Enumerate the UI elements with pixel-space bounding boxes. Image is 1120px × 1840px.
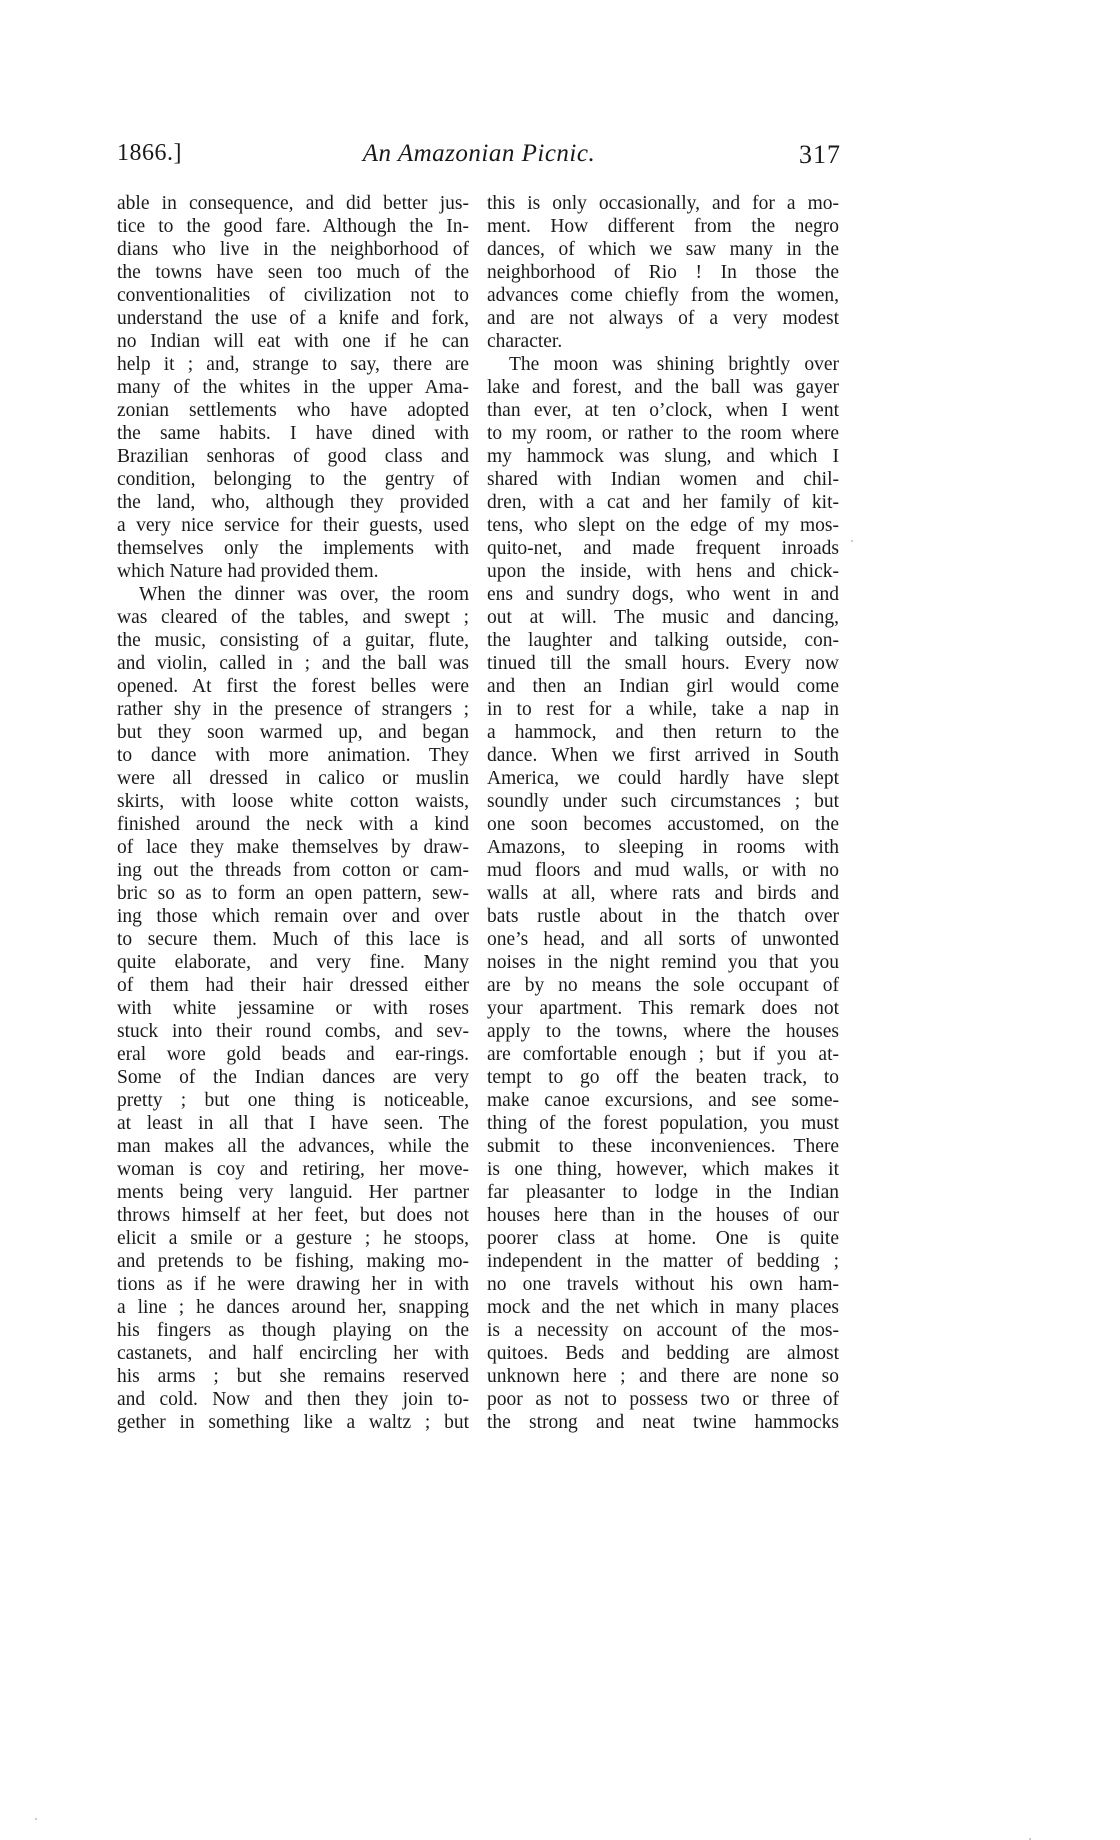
text-line: a line ; he dances around her, snapping bbox=[117, 1297, 469, 1318]
text-line: elicit a smile or a gesture ; he stoops, bbox=[117, 1228, 469, 1249]
text-line: ing those which remain over and over bbox=[117, 906, 469, 927]
text-line: are comfortable enough ; but if you at- bbox=[487, 1044, 839, 1065]
text-line: tempt to go off the beaten track, to bbox=[487, 1067, 839, 1088]
text-line: far pleasanter to lodge in the Indian bbox=[487, 1182, 839, 1203]
text-line: character. bbox=[487, 331, 563, 352]
text-line: poorer class at home. One is quite bbox=[487, 1228, 839, 1249]
text-line: tens, who slept on the edge of my mos- bbox=[487, 515, 839, 536]
text-line: tions as if he were drawing her in with bbox=[117, 1274, 469, 1295]
text-line: thing of the forest population, you must bbox=[487, 1113, 839, 1134]
text-line: your apartment. This remark does not bbox=[487, 998, 839, 1019]
text-line: dances, of which we saw many in the bbox=[487, 239, 839, 260]
text-line: pretty ; but one thing is noticeable, bbox=[117, 1090, 469, 1111]
text-column-left bbox=[117, 192, 469, 1434]
text-line: Amazons, to sleeping in rooms with bbox=[487, 837, 839, 858]
text-line: at least in all that I have seen. The bbox=[117, 1113, 469, 1134]
text-line: the laughter and talking outside, con- bbox=[487, 630, 839, 651]
text-line: eral wore gold beads and ear-rings. bbox=[117, 1044, 469, 1065]
text-line: is one thing, however, which makes it bbox=[487, 1159, 839, 1180]
text-line: quite elaborate, and very fine. Many bbox=[117, 952, 469, 973]
text-line: mock and the net which in many places bbox=[487, 1297, 839, 1318]
text-line: dance. When we first arrived in South bbox=[487, 745, 839, 766]
text-line: the strong and neat twine hammocks bbox=[487, 1412, 839, 1433]
text-line: soundly under such circumstances ; but bbox=[487, 791, 839, 812]
text-line: ment. How different from the negro bbox=[487, 216, 839, 237]
text-line: bric so as to form an open pattern, sew- bbox=[117, 883, 469, 904]
text-line: ing out the threads from cotton or cam- bbox=[117, 860, 469, 881]
text-line: quito-net, and made frequent inroads bbox=[487, 538, 839, 559]
text-line: to my room, or rather to the room where bbox=[487, 423, 839, 444]
text-line: tinued till the small hours. Every now bbox=[487, 653, 839, 674]
text-line: apply to the towns, where the houses bbox=[487, 1021, 839, 1042]
text-line: but they soon warmed up, and began bbox=[117, 722, 469, 743]
text-line: help it ; and, strange to say, there are bbox=[117, 354, 469, 375]
text-line: themselves only the implements with bbox=[117, 538, 469, 559]
text-line: to dance with more animation. They bbox=[117, 745, 469, 766]
text-line: this is only occasionally, and for a mo- bbox=[487, 193, 839, 214]
text-line: one’s head, and all sorts of unwonted bbox=[487, 929, 839, 950]
text-line: upon the inside, with hens and chick- bbox=[487, 561, 839, 582]
text-line: was cleared of the tables, and swept ; bbox=[117, 607, 469, 628]
text-line: to secure them. Much of this lace is bbox=[117, 929, 469, 950]
text-line: rather shy in the presence of strangers ; bbox=[117, 699, 469, 720]
text-line: with white jessamine or with roses bbox=[117, 998, 469, 1019]
text-line: skirts, with loose white cotton waists, bbox=[117, 791, 469, 812]
scan-speck bbox=[851, 540, 853, 542]
text-line: Some of the Indian dances are very bbox=[117, 1067, 469, 1088]
running-head-year: 1866.] bbox=[117, 140, 182, 166]
text-line: and pretends to be fishing, making mo- bbox=[117, 1251, 469, 1272]
text-line: many of the whites in the upper Ama- bbox=[117, 377, 469, 398]
text-line: lake and forest, and the ball was gayer bbox=[487, 377, 839, 398]
text-line: neighborhood of Rio ! In those the bbox=[487, 262, 839, 283]
text-line: and then an Indian girl would come bbox=[487, 676, 839, 697]
text-line: When the dinner was over, the room bbox=[139, 584, 469, 605]
text-line: castanets, and half encircling her with bbox=[117, 1343, 469, 1364]
text-line: houses here than in the houses of our bbox=[487, 1205, 839, 1226]
text-line: dren, with a cat and her family of kit- bbox=[487, 492, 839, 513]
text-line: the music, consisting of a guitar, flute, bbox=[117, 630, 469, 651]
text-line: out at will. The music and dancing, bbox=[487, 607, 839, 628]
running-head bbox=[117, 140, 841, 180]
text-line: and violin, called in ; and the ball was bbox=[117, 653, 469, 674]
text-line: bats rustle about in the thatch over bbox=[487, 906, 839, 927]
text-line: shared with Indian women and chil- bbox=[487, 469, 839, 490]
text-line: his fingers as though playing on the bbox=[117, 1320, 469, 1341]
text-line: conventionalities of civilization not to bbox=[117, 285, 469, 306]
text-line: his arms ; but she remains reserved bbox=[117, 1366, 469, 1387]
text-line: is a necessity on account of the mos- bbox=[487, 1320, 839, 1341]
text-line: one soon becomes accustomed, on the bbox=[487, 814, 839, 835]
text-line: than ever, at ten o’clock, when I went bbox=[487, 400, 839, 421]
text-line: advances come chiefly from the women, bbox=[487, 285, 839, 306]
text-line: understand the use of a knife and fork, bbox=[117, 308, 469, 329]
text-line: make canoe excursions, and see some- bbox=[487, 1090, 839, 1111]
text-line: were all dressed in calico or muslin bbox=[117, 768, 469, 789]
text-line: The moon was shining brightly over bbox=[509, 354, 839, 375]
text-line: and are not always of a very modest bbox=[487, 308, 839, 329]
text-line: a hammock, and then return to the bbox=[487, 722, 839, 743]
text-line: walls at all, where rats and birds and bbox=[487, 883, 839, 904]
text-line: which Nature had provided them. bbox=[117, 561, 379, 582]
text-line: zonian settlements who have adopted bbox=[117, 400, 469, 421]
text-line: of them had their hair dressed either bbox=[117, 975, 469, 996]
text-line: tice to the good fare. Although the In- bbox=[117, 216, 469, 237]
text-line: woman is coy and retiring, her move- bbox=[117, 1159, 469, 1180]
text-line: a very nice service for their guests, used bbox=[117, 515, 469, 536]
text-line: throws himself at her feet, but does not bbox=[117, 1205, 469, 1226]
text-column-right bbox=[487, 192, 839, 1434]
text-line: poor as not to possess two or three of bbox=[487, 1389, 839, 1410]
text-line: no one travels without his own ham- bbox=[487, 1274, 839, 1295]
text-line: and cold. Now and then they join to- bbox=[117, 1389, 469, 1410]
text-line: my hammock was slung, and which I bbox=[487, 446, 839, 467]
text-line: opened. At first the forest belles were bbox=[117, 676, 469, 697]
text-line: gether in something like a waltz ; but bbox=[117, 1412, 469, 1433]
text-line: able in consequence, and did better jus- bbox=[117, 193, 469, 214]
text-line: ments being very languid. Her partner bbox=[117, 1182, 469, 1203]
text-line: quitoes. Beds and bedding are almost bbox=[487, 1343, 839, 1364]
text-line: the towns have seen too much of the bbox=[117, 262, 469, 283]
text-line: mud floors and mud walls, or with no bbox=[487, 860, 839, 881]
text-line: America, we could hardly have slept bbox=[487, 768, 839, 789]
text-line: man makes all the advances, while the bbox=[117, 1136, 469, 1157]
text-line: stuck into their round combs, and sev- bbox=[117, 1021, 469, 1042]
text-line: unknown here ; and there are none so bbox=[487, 1366, 839, 1387]
text-line: no Indian will eat with one if he can bbox=[117, 331, 469, 352]
text-line: are by no means the sole occupant of bbox=[487, 975, 839, 996]
text-line: Brazilian senhoras of good class and bbox=[117, 446, 469, 467]
text-line: finished around the neck with a kind bbox=[117, 814, 469, 835]
text-line: dians who live in the neighborhood of bbox=[117, 239, 469, 260]
text-line: ens and sundry dogs, who went in and bbox=[487, 584, 839, 605]
text-line: the same habits. I have dined with bbox=[117, 423, 469, 444]
text-line: independent in the matter of bedding ; bbox=[487, 1251, 839, 1272]
text-line: the land, who, although they provided bbox=[117, 492, 469, 513]
scan-speck bbox=[35, 1818, 37, 1820]
text-line: submit to these inconveniences. There bbox=[487, 1136, 839, 1157]
text-line: condition, belonging to the gentry of bbox=[117, 469, 469, 490]
page-number: 317 bbox=[799, 140, 841, 169]
text-line: of lace they make themselves by draw- bbox=[117, 837, 469, 858]
running-head-title: An Amazonian Picnic. bbox=[362, 140, 596, 167]
text-line: noises in the night remind you that you bbox=[487, 952, 839, 973]
text-line: in to rest for a while, take a nap in bbox=[487, 699, 839, 720]
